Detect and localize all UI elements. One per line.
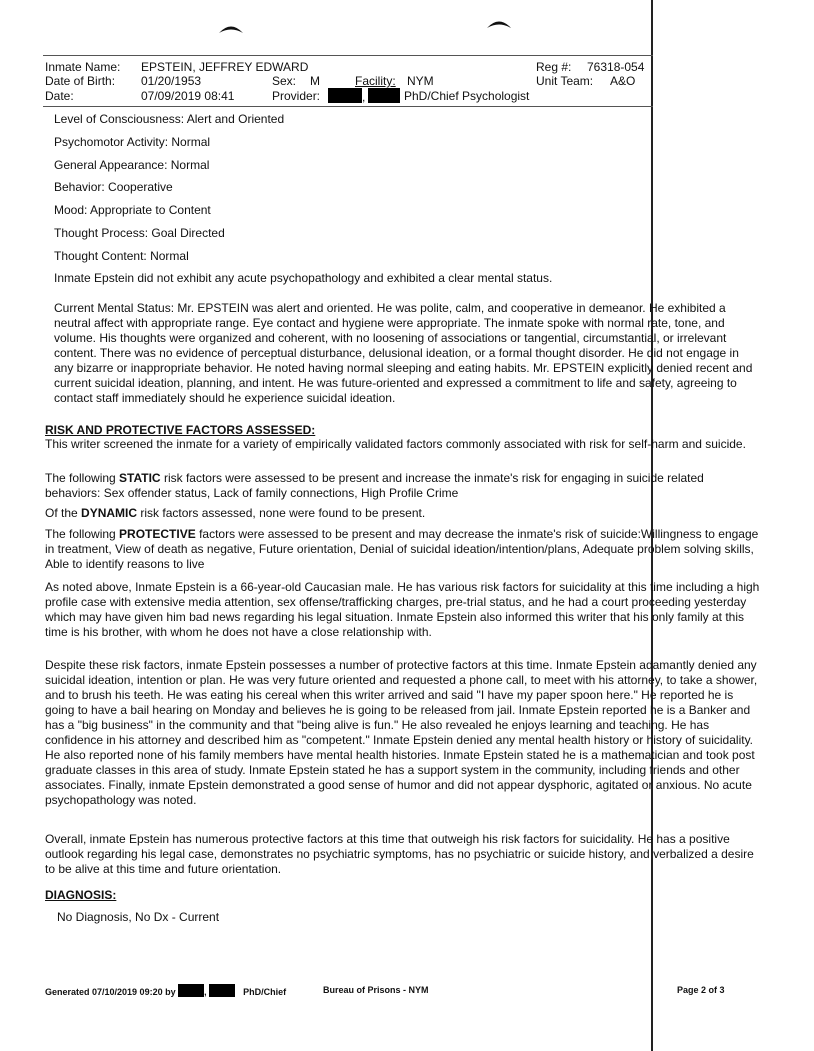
footer-bureau: Bureau of Prisons - NYM <box>323 985 429 995</box>
redaction-bar <box>209 984 235 997</box>
protective-factors-paragraph <box>45 527 760 572</box>
footer-generated <box>45 984 286 997</box>
behavior: Behavior: Cooperative <box>54 180 173 194</box>
dynamic-prefix: Of the <box>45 506 82 520</box>
overall-paragraph: Overall, inmate Epstein has numerous protective factors at this time that outweigh his risk factors for suicidality. He has a positive outlook regarding his legal case, demonstrates no psychiatric symptoms, has no psychiatric or suicide history, and verbalized a desire to be alive at this time and future orientation. <box>45 832 754 876</box>
footer-generated-text: Generated 07/10/2019 09:20 by <box>45 987 176 997</box>
redaction-bar <box>178 984 204 997</box>
sex: M <box>310 74 320 88</box>
redaction-bar <box>368 88 400 103</box>
diagnosis-value: No Diagnosis, No Dx - Current <box>57 910 220 924</box>
page-number: Page 2 of 3 <box>677 985 725 995</box>
footer-separator: , <box>204 987 207 997</box>
static-keyword: STATIC <box>119 471 161 485</box>
thought-content: Thought Content: Normal <box>54 249 189 263</box>
current-mental-status-paragraph: Current Mental Status: Mr. EPSTEIN was alert and oriented. He was polite, calm, and cooperative in demeanor. He exhibited a neutral affect with appropriate range. Eye contact and hygiene were appropriate. The inmate spoke with normal rate, tone, and volume. His thoughts were organized and coherent, with no loosening of associations or tangential, circumstantial, or irrelevant content. There was no evidence of perceptual disturbance, delusional ideation, or a formal thought disorder. He did not engage in any bizarre or inappropriate behavior. He noted having normal sleeping and eating habits. Mr. EPSTEIN explicitly denied recent and current suicidal ideation, planning, and intent. He was future-oriented and expressed a commitment to life and safety, agreeing to contact staff immediately should he experience suicidal ideation. <box>54 301 753 405</box>
risk-summary-paragraph: As noted above, Inmate Epstein is a 66-year-old Caucasian male. He has various risk factors for suicidality at this time including a high profile case with extensive media attention, sex offense/trafficking charges, pre-trial status, and he had a court proceeding yesterday which may have given him bad news regarding his legal situation. Inmate Epstein also informed this writer that his only family at this time is his brother, with whom he does not have a close relationship with. <box>45 580 760 639</box>
inmate-name-label: Inmate Name: <box>45 60 121 74</box>
header-top-rule <box>43 55 653 56</box>
thought-process: Thought Process: Goal Directed <box>54 226 225 240</box>
punch-hole-mark-left <box>218 22 244 34</box>
static-factors-text: risk factors were assessed to be present and increase the inmate's risk for engaging in suicide related behaviors: Sex offender status, Lack of family connections, High Profile Crime <box>45 471 704 500</box>
reg-label: Reg #: <box>536 60 572 74</box>
dynamic-factors-paragraph <box>45 506 760 521</box>
scan-vertical-line <box>651 0 653 1051</box>
unit-team: A&O <box>610 74 636 88</box>
static-prefix: The following <box>45 471 120 485</box>
reg-number: 76318-054 <box>587 60 645 74</box>
diagnosis-heading: DIAGNOSIS: <box>45 888 117 902</box>
footer-title: PhD/Chief <box>243 987 287 997</box>
protective-factors-text: factors were assessed to be present and may decrease the inmate's risk of suicide:Willingness to engage in treatment, View of death as negative, Future orientation, Denial of suicidal ideation/intention/plans, Adequate problem solving skills, Able to identify reasons to live <box>45 527 759 571</box>
dynamic-factors-text: risk factors assessed, none were found to be present. <box>137 506 426 520</box>
redaction-bar <box>328 88 362 103</box>
protective-prefix: The following <box>45 527 120 541</box>
facility: NYM <box>407 74 434 88</box>
dob: 01/20/1953 <box>141 74 202 88</box>
provider-label: Provider: <box>272 89 321 103</box>
date: 07/09/2019 08:41 <box>141 89 235 103</box>
protective-summary-paragraph: Despite these risk factors, inmate Epstein possesses a number of protective factors at this time. Inmate Epstein adamantly denied any suicidal ideation, intention or plan. He was very future oriented and requested a phone call, to meet with his attorney, to take a shower, and to brush his teeth. He was eating his cereal when this writer arrived and said "I have my paper spoon here." He reported he is going to have a bail hearing on Monday and believes he is going to be released from jail. Inmate Epstein reported he is a Banker and has a "big business" in the community and that "being alive is fun." He also revealed he enjoys learning and teaching. He has confidence in his attorney and described him as "competent." Inmate Epstein denied any mental health history or history of suicidality. He also reported none of his family members have mental health histories. Inmate Epstein stated he is a mathematician and took post graduate classes in this area of study. Inmate Epstein stated he has a support system in the community, including friends and other associates. Finally, inmate Epstein demonstrated a good sense of humor and did not appear dysphoric, agitated or anxious. No acute psychopathology was noted. <box>45 658 758 807</box>
dynamic-keyword: DYNAMIC <box>81 506 138 520</box>
static-factors-paragraph <box>45 471 760 501</box>
risk-intro-paragraph: This writer screened the inmate for a variety of empirically validated factors commonly associated with risk for self-harm and suicide. <box>45 437 746 451</box>
mood: Mood: Appropriate to Content <box>54 203 211 217</box>
psychomotor-activity: Psychomotor Activity: Normal <box>54 135 211 149</box>
inmate-name: EPSTEIN, JEFFREY EDWARD <box>141 60 309 74</box>
dob-label: Date of Birth: <box>45 74 116 88</box>
general-appearance: General Appearance: Normal <box>54 158 210 172</box>
date-label: Date: <box>45 89 74 103</box>
provider-name-redacted <box>328 88 400 104</box>
risk-section-heading: RISK AND PROTECTIVE FACTORS ASSESSED: <box>45 423 316 437</box>
header-bottom-rule <box>43 106 653 107</box>
punch-hole-mark-right <box>486 17 512 29</box>
provider-name-separator: , <box>362 90 366 104</box>
mental-status-summary: Inmate Epstein did not exhibit any acute psychopathology and exhibited a clear mental status. <box>54 271 553 285</box>
sex-label: Sex: <box>272 74 297 88</box>
provider-title: PhD/Chief Psychologist <box>404 89 530 103</box>
unit-team-label: Unit Team: <box>536 74 594 88</box>
protective-keyword: PROTECTIVE <box>119 527 196 541</box>
level-of-consciousness: Level of Consciousness: Alert and Oriented <box>54 112 285 126</box>
facility-label: Facility: <box>355 74 396 88</box>
